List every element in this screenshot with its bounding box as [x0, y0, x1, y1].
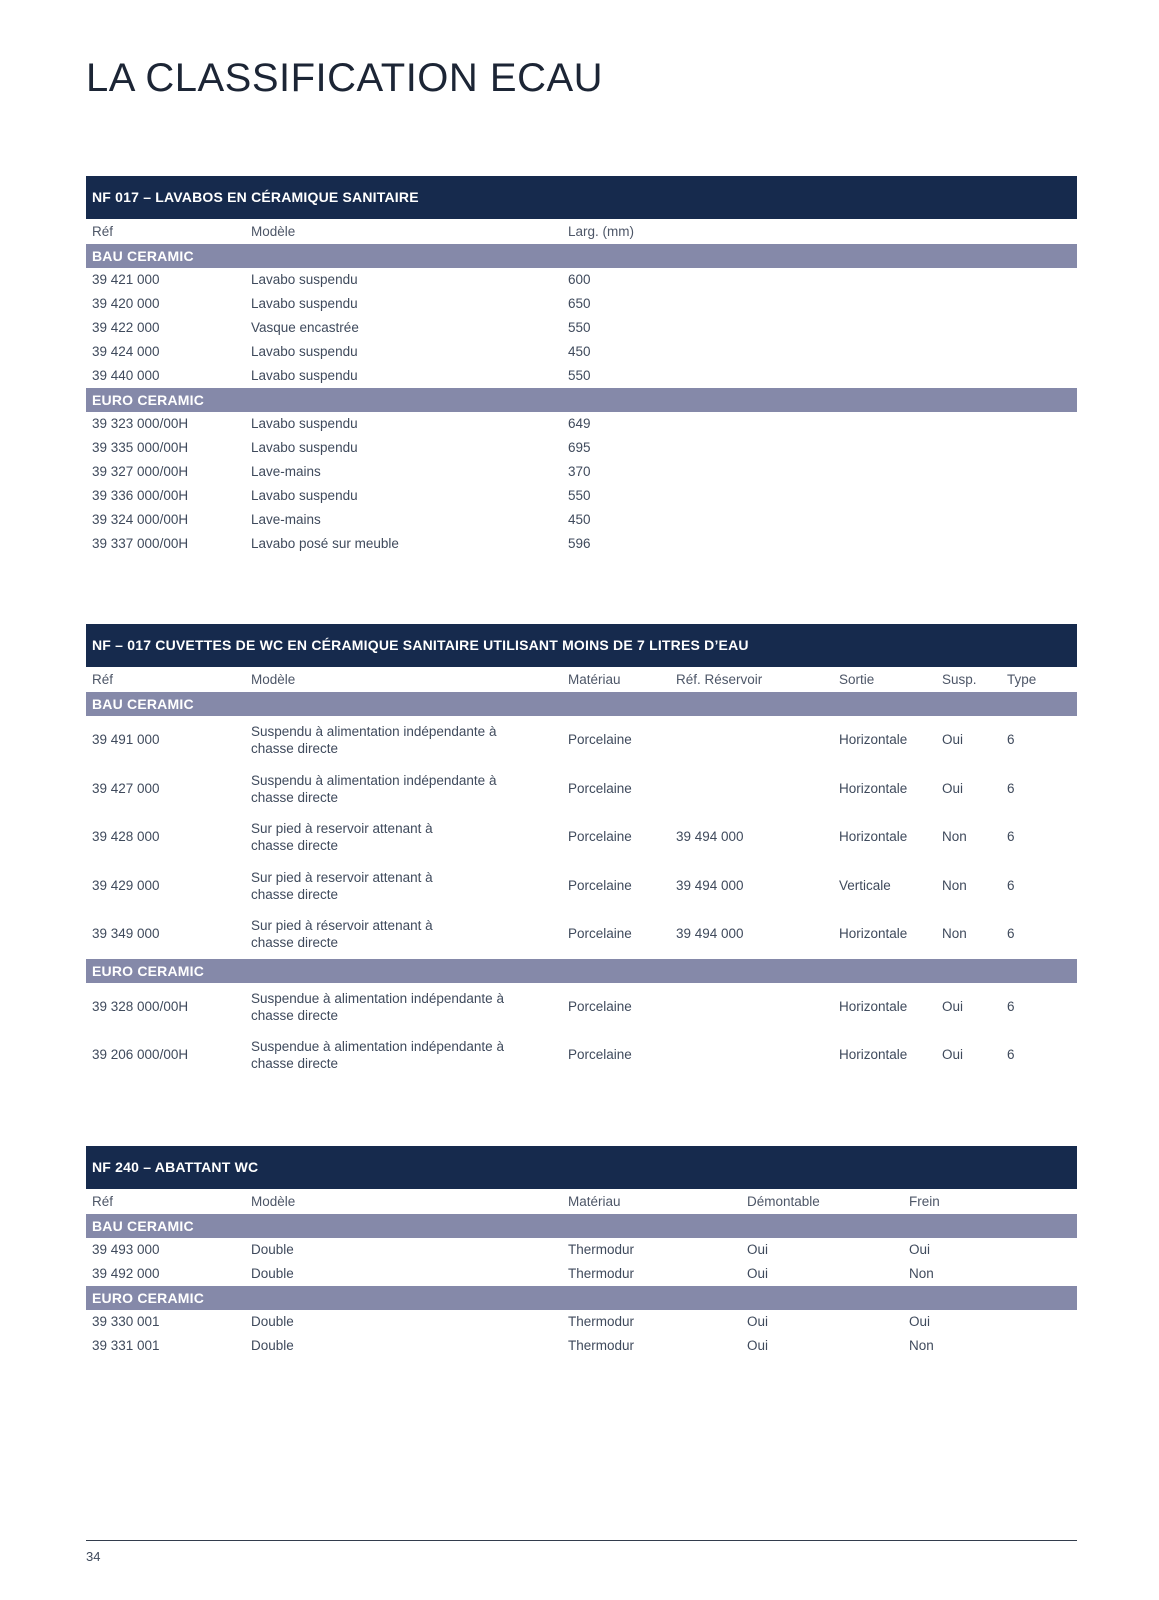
cell-type: 6	[1007, 829, 1015, 844]
cell-sortie: Horizontale	[839, 1047, 908, 1062]
table-row	[86, 765, 1077, 814]
table-row	[86, 436, 1077, 460]
cell-ref-reservoir: 39 494 000	[676, 829, 744, 844]
cell-modele: Suspendu à alimentation indépendante à chasse directe	[251, 772, 497, 805]
column-header-ref-reservoir: Réf. Réservoir	[676, 672, 763, 687]
cell-ref: 39 206 000/00H	[92, 1047, 189, 1062]
table-row	[86, 813, 1077, 862]
table-row	[86, 532, 1077, 556]
cell-modele: Double	[251, 1242, 294, 1257]
cell-sortie: Verticale	[839, 877, 891, 893]
cell-susp: Oui	[942, 732, 964, 747]
column-header-type: Type	[1007, 672, 1037, 687]
group-header-euro-ceramic: EURO CERAMIC	[86, 388, 1077, 412]
column-header-sortie: Sortie	[839, 672, 875, 687]
cell-susp: Non	[942, 877, 967, 893]
cell-modele: Lavabo suspendu	[251, 344, 358, 359]
cell-sortie: Horizontale	[839, 732, 908, 747]
cell-largeur: 650	[568, 296, 591, 311]
column-header-modele: Modèle	[251, 224, 296, 239]
cell-materiau: Porcelaine	[568, 732, 632, 747]
cell-ref: 39 492 000	[92, 1266, 160, 1281]
cell-materiau: Porcelaine	[568, 877, 632, 893]
cell-ref: 39 429 000	[92, 877, 160, 893]
cell-sortie: Horizontale	[839, 926, 908, 941]
cell-modele: Double	[251, 1266, 294, 1281]
cell-modele: Lavabo posé sur meuble	[251, 536, 399, 551]
cell-ref: 39 440 000	[92, 368, 160, 383]
column-headers	[86, 667, 1077, 692]
cell-demontable: Oui	[747, 1242, 769, 1257]
cell-materiau: Thermodur	[568, 1338, 635, 1353]
cell-ref: 39 323 000/00H	[92, 416, 189, 431]
cell-ref: 39 324 000/00H	[92, 512, 189, 527]
cell-largeur: 370	[568, 464, 591, 479]
section-header: NF 240 – ABATTANT WC	[86, 1146, 1077, 1189]
cell-susp: Non	[942, 829, 967, 844]
table-row	[86, 1310, 1077, 1334]
cell-modele: Lavabo suspendu	[251, 272, 358, 287]
cell-demontable: Oui	[747, 1266, 769, 1281]
group-header-bau-ceramic: BAU CERAMIC	[86, 692, 1077, 716]
cell-modele: Sur pied à reservoir attenant à chasse directe	[251, 869, 433, 902]
column-headers	[86, 1189, 1077, 1214]
footer-divider	[86, 1540, 1077, 1541]
cell-modele: Lavabo suspendu	[251, 296, 358, 311]
cell-susp: Oui	[942, 1047, 964, 1062]
cell-modele: Lavabo suspendu	[251, 416, 358, 431]
column-header-largeur: Larg. (mm)	[568, 224, 635, 239]
cell-ref: 39 327 000/00H	[92, 464, 189, 479]
cell-modele: Suspendue à alimentation indépendante à chasse directe	[251, 990, 504, 1023]
table-cuvettes-wc	[86, 624, 1077, 1080]
cell-demontable: Oui	[747, 1314, 769, 1329]
table-row	[86, 364, 1077, 388]
group-header-bau-ceramic: BAU CERAMIC	[86, 244, 1077, 268]
cell-largeur: 649	[568, 416, 591, 431]
column-header-modele: Modèle	[251, 1194, 296, 1209]
cell-modele: Lavabo suspendu	[251, 440, 358, 455]
column-header-frein: Frein	[909, 1194, 940, 1209]
column-header-ref: Réf	[92, 672, 114, 687]
cell-ref: 39 349 000	[92, 926, 160, 941]
group-header-euro-ceramic: EURO CERAMIC	[86, 1286, 1077, 1310]
column-header-modele: Modèle	[251, 672, 296, 687]
column-header-materiau: Matériau	[568, 672, 621, 687]
table-row	[86, 910, 1077, 959]
cell-materiau: Thermodur	[568, 1242, 635, 1257]
cell-frein: Non	[909, 1266, 934, 1281]
table-row	[86, 268, 1077, 292]
cell-ref: 39 337 000/00H	[92, 536, 189, 551]
cell-materiau: Thermodur	[568, 1314, 635, 1329]
cell-modele: Double	[251, 1338, 294, 1353]
group-header-bau-ceramic: BAU CERAMIC	[86, 1214, 1077, 1238]
cell-materiau: Porcelaine	[568, 1047, 632, 1062]
cell-ref-reservoir: 39 494 000	[676, 926, 744, 941]
cell-largeur: 550	[568, 368, 591, 383]
cell-materiau: Porcelaine	[568, 998, 632, 1014]
cell-ref: 39 422 000	[92, 320, 160, 335]
cell-type: 6	[1007, 1047, 1015, 1062]
cell-type: 6	[1007, 877, 1015, 893]
cell-type: 6	[1007, 998, 1015, 1014]
cell-ref: 39 336 000/00H	[92, 488, 189, 503]
cell-frein: Oui	[909, 1242, 931, 1257]
table-row	[86, 508, 1077, 532]
column-header-ref: Réf	[92, 1194, 114, 1209]
cell-type: 6	[1007, 926, 1015, 941]
table-row	[86, 484, 1077, 508]
cell-largeur: 596	[568, 536, 591, 551]
cell-materiau: Thermodur	[568, 1266, 635, 1281]
table-row	[86, 412, 1077, 436]
cell-largeur: 695	[568, 440, 591, 455]
table-row	[86, 716, 1077, 765]
cell-type: 6	[1007, 732, 1015, 747]
cell-modele: Lave-mains	[251, 512, 321, 527]
cell-demontable: Oui	[747, 1338, 769, 1353]
cell-susp: Oui	[942, 998, 964, 1014]
table-row	[86, 1262, 1077, 1286]
cell-modele: Sur pied à reservoir attenant à chasse directe	[251, 821, 433, 853]
table-row	[86, 983, 1077, 1032]
cell-susp: Non	[942, 926, 967, 941]
cell-ref: 39 424 000	[92, 344, 160, 359]
cell-modele: Lave-mains	[251, 464, 321, 479]
column-header-susp: Susp.	[942, 672, 977, 687]
cell-ref: 39 331 001	[92, 1338, 160, 1353]
table-row	[86, 862, 1077, 911]
cell-ref: 39 493 000	[92, 1242, 160, 1257]
cell-ref: 39 421 000	[92, 272, 160, 287]
table-row	[86, 460, 1077, 484]
cell-ref: 39 335 000/00H	[92, 440, 189, 455]
cell-susp: Oui	[942, 780, 964, 796]
cell-largeur: 450	[568, 344, 591, 359]
cell-ref: 39 428 000	[92, 829, 160, 844]
cell-frein: Non	[909, 1338, 934, 1353]
cell-modele: Lavabo suspendu	[251, 368, 358, 383]
cell-modele: Vasque encastrée	[251, 320, 359, 335]
cell-modele: Sur pied à réservoir attenant à chasse directe	[251, 918, 433, 950]
table-abattant-wc	[86, 1146, 1077, 1358]
cell-largeur: 450	[568, 512, 591, 527]
table-row	[86, 1238, 1077, 1262]
cell-sortie: Horizontale	[839, 998, 908, 1014]
cell-frein: Oui	[909, 1314, 931, 1329]
column-header-demontable: Démontable	[747, 1194, 820, 1209]
table-row	[86, 316, 1077, 340]
page-title: LA CLASSIFICATION ECAU	[86, 56, 604, 100]
cell-type: 6	[1007, 780, 1015, 796]
table-row	[86, 340, 1077, 364]
cell-modele: Lavabo suspendu	[251, 488, 358, 503]
cell-ref: 39 420 000	[92, 296, 160, 311]
cell-modele: Suspendue à alimentation indépendante à chasse directe	[251, 1039, 504, 1071]
cell-largeur: 600	[568, 272, 591, 287]
table-row	[86, 292, 1077, 316]
group-header-euro-ceramic: EURO CERAMIC	[86, 959, 1077, 983]
table-row	[86, 1031, 1077, 1080]
column-header-materiau: Matériau	[568, 1194, 621, 1209]
cell-ref: 39 427 000	[92, 780, 160, 796]
cell-sortie: Horizontale	[839, 780, 908, 796]
cell-materiau: Porcelaine	[568, 780, 632, 796]
table-row	[86, 1334, 1077, 1358]
cell-ref-reservoir: 39 494 000	[676, 877, 744, 893]
table-lavabos	[86, 176, 1077, 556]
section-header: NF 017 – LAVABOS EN CÉRAMIQUE SANITAIRE	[86, 176, 1077, 219]
page-number: 34	[86, 1549, 101, 1564]
cell-sortie: Horizontale	[839, 829, 908, 844]
cell-ref: 39 330 001	[92, 1314, 160, 1329]
section-header: NF – 017 CUVETTES DE WC EN CÉRAMIQUE SANITAIRE UTILISANT MOINS DE 7 LITRES D’EAU	[86, 624, 1077, 667]
cell-materiau: Porcelaine	[568, 926, 632, 941]
cell-modele: Suspendu à alimentation indépendante à chasse directe	[251, 724, 497, 756]
cell-ref: 39 328 000/00H	[92, 998, 189, 1014]
column-headers	[86, 219, 1077, 244]
cell-largeur: 550	[568, 488, 591, 503]
cell-materiau: Porcelaine	[568, 829, 632, 844]
column-header-ref: Réf	[92, 224, 114, 239]
cell-largeur: 550	[568, 320, 591, 335]
cell-ref: 39 491 000	[92, 732, 160, 747]
cell-modele: Double	[251, 1314, 294, 1329]
